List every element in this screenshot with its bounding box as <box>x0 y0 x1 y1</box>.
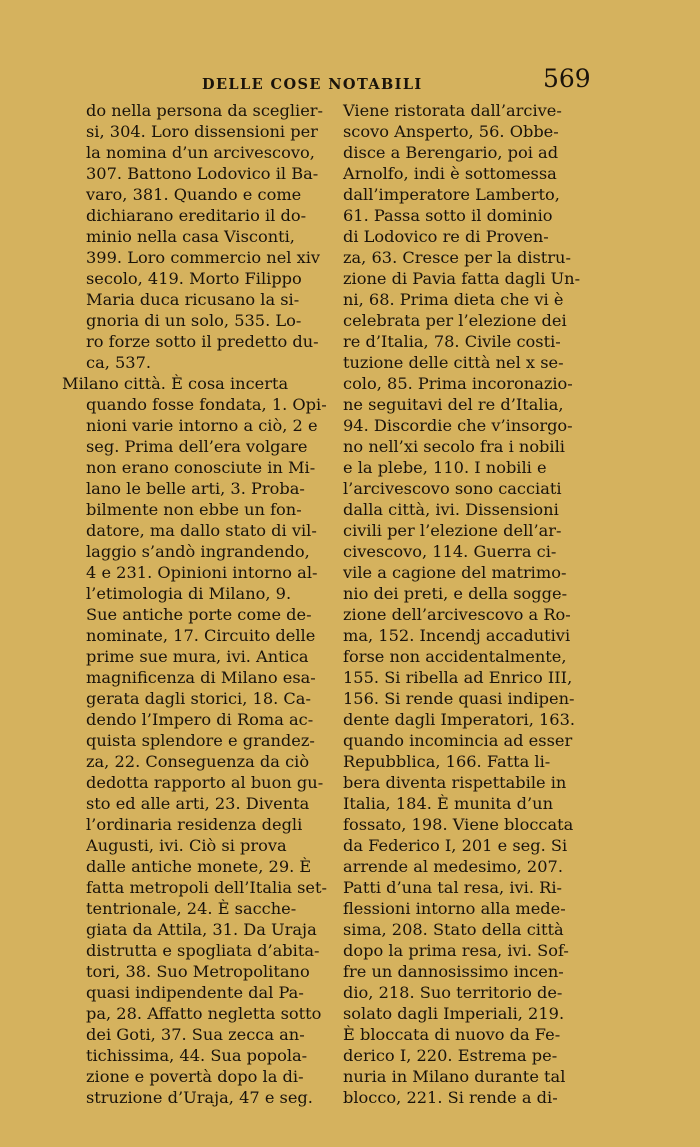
index-line: 155. Si ribella ad Enrico III, <box>343 668 573 687</box>
index-line: Arnolfo, indi è sottomessa <box>343 164 557 183</box>
index-line: sto ed alle arti, 23. Diventa <box>86 794 310 813</box>
index-line: forse non accidentalmente, <box>343 647 567 666</box>
index-line: solato dagli Imperiali, 219. <box>343 1004 565 1023</box>
index-line: za, 63. Cresce per la distru- <box>343 248 571 267</box>
index-line: zione e povertà dopo la di- <box>86 1067 304 1086</box>
index-line: e la plebe, 110. I nobili e <box>343 458 547 477</box>
index-line: datore, ma dallo stato di vil- <box>86 521 317 540</box>
index-line: no nell’xi secolo fra i nobili <box>343 437 565 456</box>
index-line: pa, 28. Affatto negletta sotto <box>86 1004 322 1023</box>
index-line: ma, 152. Incendj accadutivi <box>343 626 571 645</box>
index-line: struzione d’Uraja, 47 e seg. <box>86 1088 313 1107</box>
index-line: secolo, 419. Morto Filippo <box>86 269 302 288</box>
index-line: dendo l’Impero di Roma ac- <box>86 710 314 729</box>
index-line: blocco, 221. Si rende a di- <box>343 1088 558 1107</box>
index-line: nominate, 17. Circuito delle <box>86 626 316 645</box>
index-line: do nella persona da sceglier- <box>86 101 323 120</box>
index-line: colo, 85. Prima incoronazio- <box>343 374 573 393</box>
index-line: dichiarano ereditario il do- <box>86 206 307 225</box>
index-line: dedotta rapporto al buon gu- <box>86 773 324 792</box>
index-line: za, 22. Conseguenza da ciò <box>86 752 310 771</box>
index-line: minio nella casa Visconti, <box>86 227 295 246</box>
left-column <box>62 100 332 1108</box>
index-line: distrutta e spogliata d’abita- <box>86 941 320 960</box>
index-line: dei Goti, 37. Sua zecca an- <box>86 1025 305 1044</box>
index-line: giata da Attila, 31. Da Uraja <box>86 920 317 939</box>
index-line: dalla città, ivi. Dissensioni <box>343 500 559 519</box>
index-line: flessioni intorno alla mede- <box>343 899 566 918</box>
index-line: l’etimologia di Milano, 9. <box>86 584 292 603</box>
index-line: 399. Loro commercio nel xiv <box>86 248 321 267</box>
index-line: Sue antiche porte come de- <box>86 605 312 624</box>
index-line: 156. Si rende quasi indipen- <box>343 689 575 708</box>
index-line: fossato, 198. Viene bloccata <box>343 815 574 834</box>
index-line: tichissima, 44. Sua popola- <box>86 1046 308 1065</box>
index-line: dopo la prima resa, ivi. Sof- <box>343 941 569 960</box>
index-line: disce a Berengario, poi ad <box>343 143 559 162</box>
index-line: magnificenza di Milano esa- <box>86 668 316 687</box>
index-line: civescovo, 114. Guerra ci- <box>343 542 557 561</box>
index-line: ni, 68. Prima dieta che vi è <box>343 290 564 309</box>
index-line: nio dei preti, e della sogge- <box>343 584 568 603</box>
index-line: quando fosse fondata, 1. Opi- <box>86 395 327 414</box>
index-line: derico I, 220. Estrema pe- <box>343 1046 558 1065</box>
index-line: nuria in Milano durante tal <box>343 1067 566 1086</box>
index-line: dente dagli Imperatori, 163. <box>343 710 576 729</box>
index-line: la nomina d’un arcivescovo, <box>86 143 315 162</box>
right-column <box>343 100 613 1108</box>
index-line: ne seguitavi del re d’Italia, <box>343 395 564 414</box>
index-line: varo, 381. Quando e come <box>86 185 302 204</box>
index-line: tori, 38. Suo Metropolitano <box>86 962 310 981</box>
index-line: dalle antiche monete, 29. È <box>86 857 312 876</box>
index-line: nioni varie intorno a ciò, 2 e <box>86 416 318 435</box>
index-line: prime sue mura, ivi. Antica <box>86 647 309 666</box>
index-line: 94. Discordie che v’insorgo- <box>343 416 573 435</box>
index-line: scovo Ansperto, 56. Obbe- <box>343 122 559 141</box>
index-line: bera diventa rispettabile in <box>343 773 567 792</box>
index-line: zione dell’arcivescovo a Ro- <box>343 605 571 624</box>
index-line: bilmente non ebbe un fon- <box>86 500 302 519</box>
index-line: quasi indipendente dal Pa- <box>86 983 304 1002</box>
index-line: civili per l’elezione dell’ar- <box>343 521 562 540</box>
index-line: È bloccata di nuovo da Fe- <box>343 1025 561 1044</box>
index-line: celebrata per l’elezione dei <box>343 311 567 330</box>
index-line: Milano città. È cosa incerta <box>62 374 289 393</box>
running-title: DELLE COSE NOTABILI <box>202 76 423 93</box>
index-line: arrende al medesimo, 207. <box>343 857 563 876</box>
index-line: Viene ristorata dall’arcive- <box>343 101 562 120</box>
index-line: Italia, 184. È munita d’un <box>343 794 554 813</box>
index-line: zione di Pavia fatta dagli Un- <box>343 269 581 288</box>
index-line: sima, 208. Stato della città <box>343 920 564 939</box>
index-line: dio, 218. Suo territorio de- <box>343 983 563 1002</box>
index-line: ro forze sotto il predetto du- <box>86 332 319 351</box>
index-line: fre un dannosissimo incen- <box>343 962 564 981</box>
index-line: quando incomincia ad esser <box>343 731 573 750</box>
index-line: re d’Italia, 78. Civile costi- <box>343 332 561 351</box>
index-line: da Federico I, 201 e seg. Si <box>343 836 568 855</box>
index-line: lano le belle arti, 3. Proba- <box>86 479 305 498</box>
page-number: 569 <box>543 64 591 93</box>
index-line: gerata dagli storici, 18. Ca- <box>86 689 311 708</box>
index-line: seg. Prima dell’era volgare <box>86 437 308 456</box>
index-line: fatta metropoli dell’Italia set- <box>86 878 327 897</box>
index-line: ca, 537. <box>86 353 152 372</box>
index-line: l’ordinaria residenza degli <box>86 815 303 834</box>
index-line: 307. Battono Lodovico il Ba- <box>86 164 319 183</box>
index-line: Maria duca ricusano la si- <box>86 290 300 309</box>
index-line: l’arcivescovo sono cacciati <box>343 479 562 498</box>
index-line: Patti d’una tal resa, ivi. Ri- <box>343 878 562 897</box>
index-line: tentrionale, 24. È sacche- <box>86 899 297 918</box>
index-line: Repubblica, 166. Fatta li- <box>343 752 551 771</box>
index-line: 61. Passa sotto il dominio <box>343 206 553 225</box>
index-line: non erano conosciute in Mi- <box>86 458 316 477</box>
index-line: quista splendore e grandez- <box>86 731 315 750</box>
index-line: vile a cagione del matrimo- <box>343 563 567 582</box>
index-line: laggio s’andò ingrandendo, <box>86 542 310 561</box>
index-line: gnoria di un solo, 535. Lo- <box>86 311 302 330</box>
index-line: tuzione delle città nel x se- <box>343 353 564 372</box>
index-line: 4 e 231. Opinioni intorno al- <box>86 563 318 582</box>
index-line: dall’imperatore Lamberto, <box>343 185 560 204</box>
index-line: si, 304. Loro dissensioni per <box>86 122 318 141</box>
index-line: di Lodovico re di Proven- <box>343 227 549 246</box>
index-line: Augusti, ivi. Ciò si prova <box>86 836 287 855</box>
